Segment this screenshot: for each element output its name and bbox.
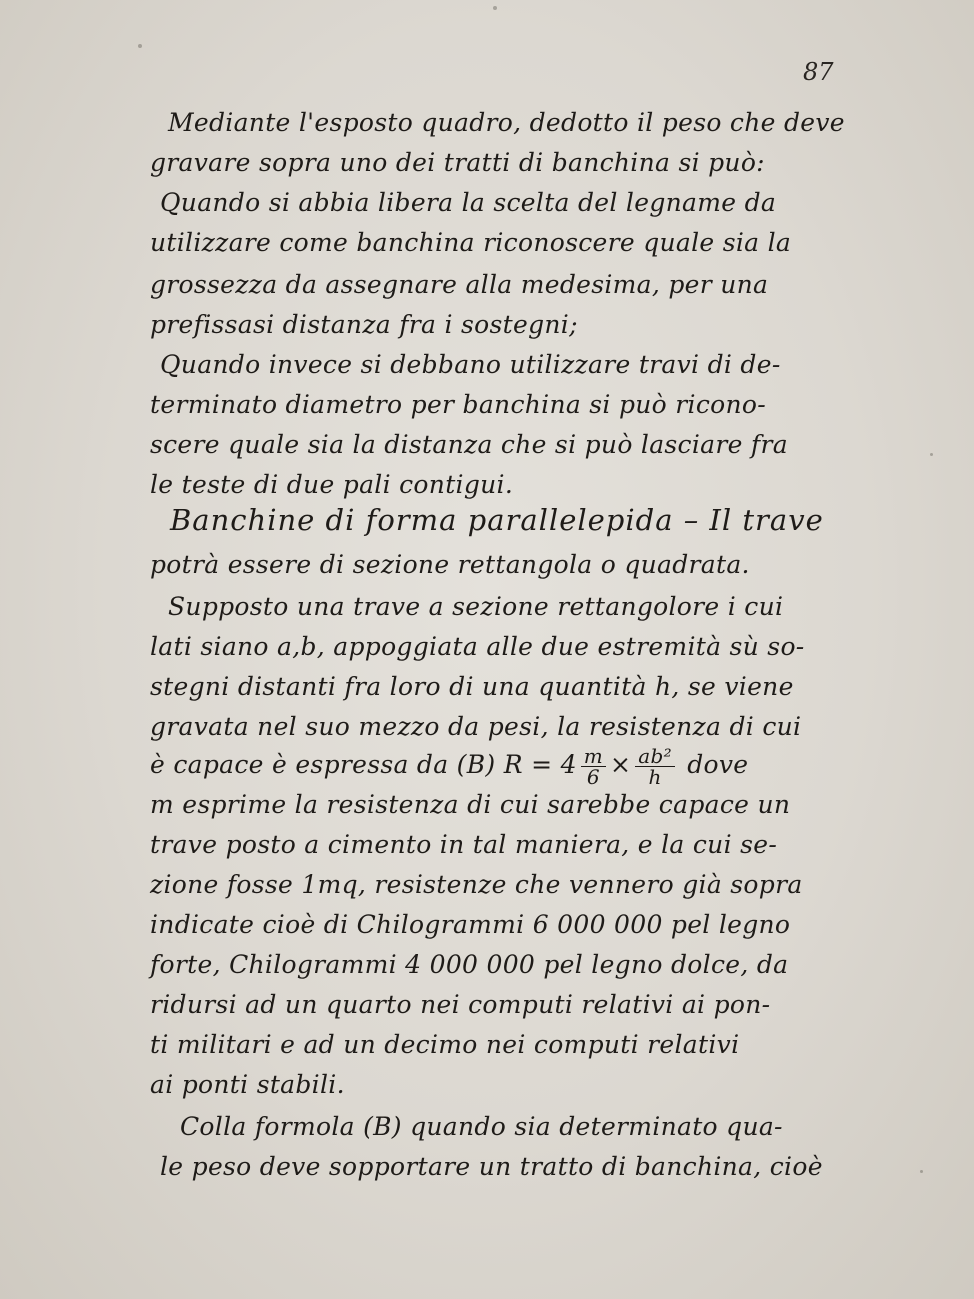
text-line: forte, Chilogrammi 4 000 000 pel legno dolce, da [150, 950, 789, 979]
fraction-m-over-6 [581, 746, 606, 787]
text-line: Colla formola (B) quando sia determinato qua- [180, 1112, 783, 1141]
section-heading: Banchine di forma parallelepida – Il trave [170, 503, 824, 537]
formula-lead: è capace è espressa da (B) R = 4 [150, 750, 577, 779]
text-line: zione fosse 1mq, resistenze che vennero già sopra [150, 870, 803, 899]
text-line: terminato diametro per banchina si può ricono- [150, 390, 766, 419]
text-line: ridursi ad un quarto nei computi relativi ai pon- [150, 990, 771, 1019]
fraction-numerator: ab² [635, 746, 675, 767]
text-line: Mediante l'esposto quadro, dedotto il peso che deve [168, 108, 845, 137]
text-line: le peso deve sopportare un tratto di banchina, cioè [160, 1152, 823, 1181]
text-line: le teste di due pali contigui. [150, 470, 514, 499]
text-line: grossezza da assegnare alla medesima, per una [150, 270, 769, 299]
text-line: Quando si abbia libera la scelta del legname da [160, 188, 777, 217]
text-line: prefissasi distanza fra i sostegni; [150, 310, 578, 339]
text-line: gravare sopra uno dei tratti di banchina si può: [150, 148, 765, 177]
text-line: lati siano a,b, appoggiata alle due estremità sù so- [150, 632, 805, 661]
fraction-denominator: 6 [586, 765, 600, 789]
text-line: ti militari e ad un decimo nei computi relativi [150, 1030, 740, 1059]
text-line: stegni distanti fra loro di una quantità h, se viene [150, 672, 794, 701]
fraction-denominator: h [648, 765, 662, 789]
text-line: m esprime la resistenza di cui sarebbe capace un [150, 790, 791, 819]
text-line: scere quale sia la distanza che si può lasciare fra [150, 430, 788, 459]
formula-line [150, 746, 748, 787]
text-line: trave posto a cimento in tal maniera, e la cui se- [150, 830, 778, 859]
formula-tail: dove [687, 750, 749, 779]
page-number: 87 [803, 58, 834, 86]
text-line: ai ponti stabili. [150, 1070, 345, 1099]
text-line: Quando invece si debbano utilizzare travi di de- [160, 350, 781, 379]
text-line: gravata nel suo mezzo da pesi, la resistenza di cui [150, 712, 802, 741]
times-sign: × [610, 750, 632, 779]
text-line: indicate cioè di Chilogrammi 6 000 000 pel legno [150, 910, 791, 939]
fraction-ab2-over-h [635, 746, 675, 787]
fraction-numerator: m [581, 746, 606, 767]
text-line: utilizzare come banchina riconoscere quale sia la [150, 228, 792, 257]
text-line: potrà essere di sezione rettangola o quadrata. [150, 550, 750, 579]
text-line: Supposto una trave a sezione rettangolore i cui [168, 592, 784, 621]
